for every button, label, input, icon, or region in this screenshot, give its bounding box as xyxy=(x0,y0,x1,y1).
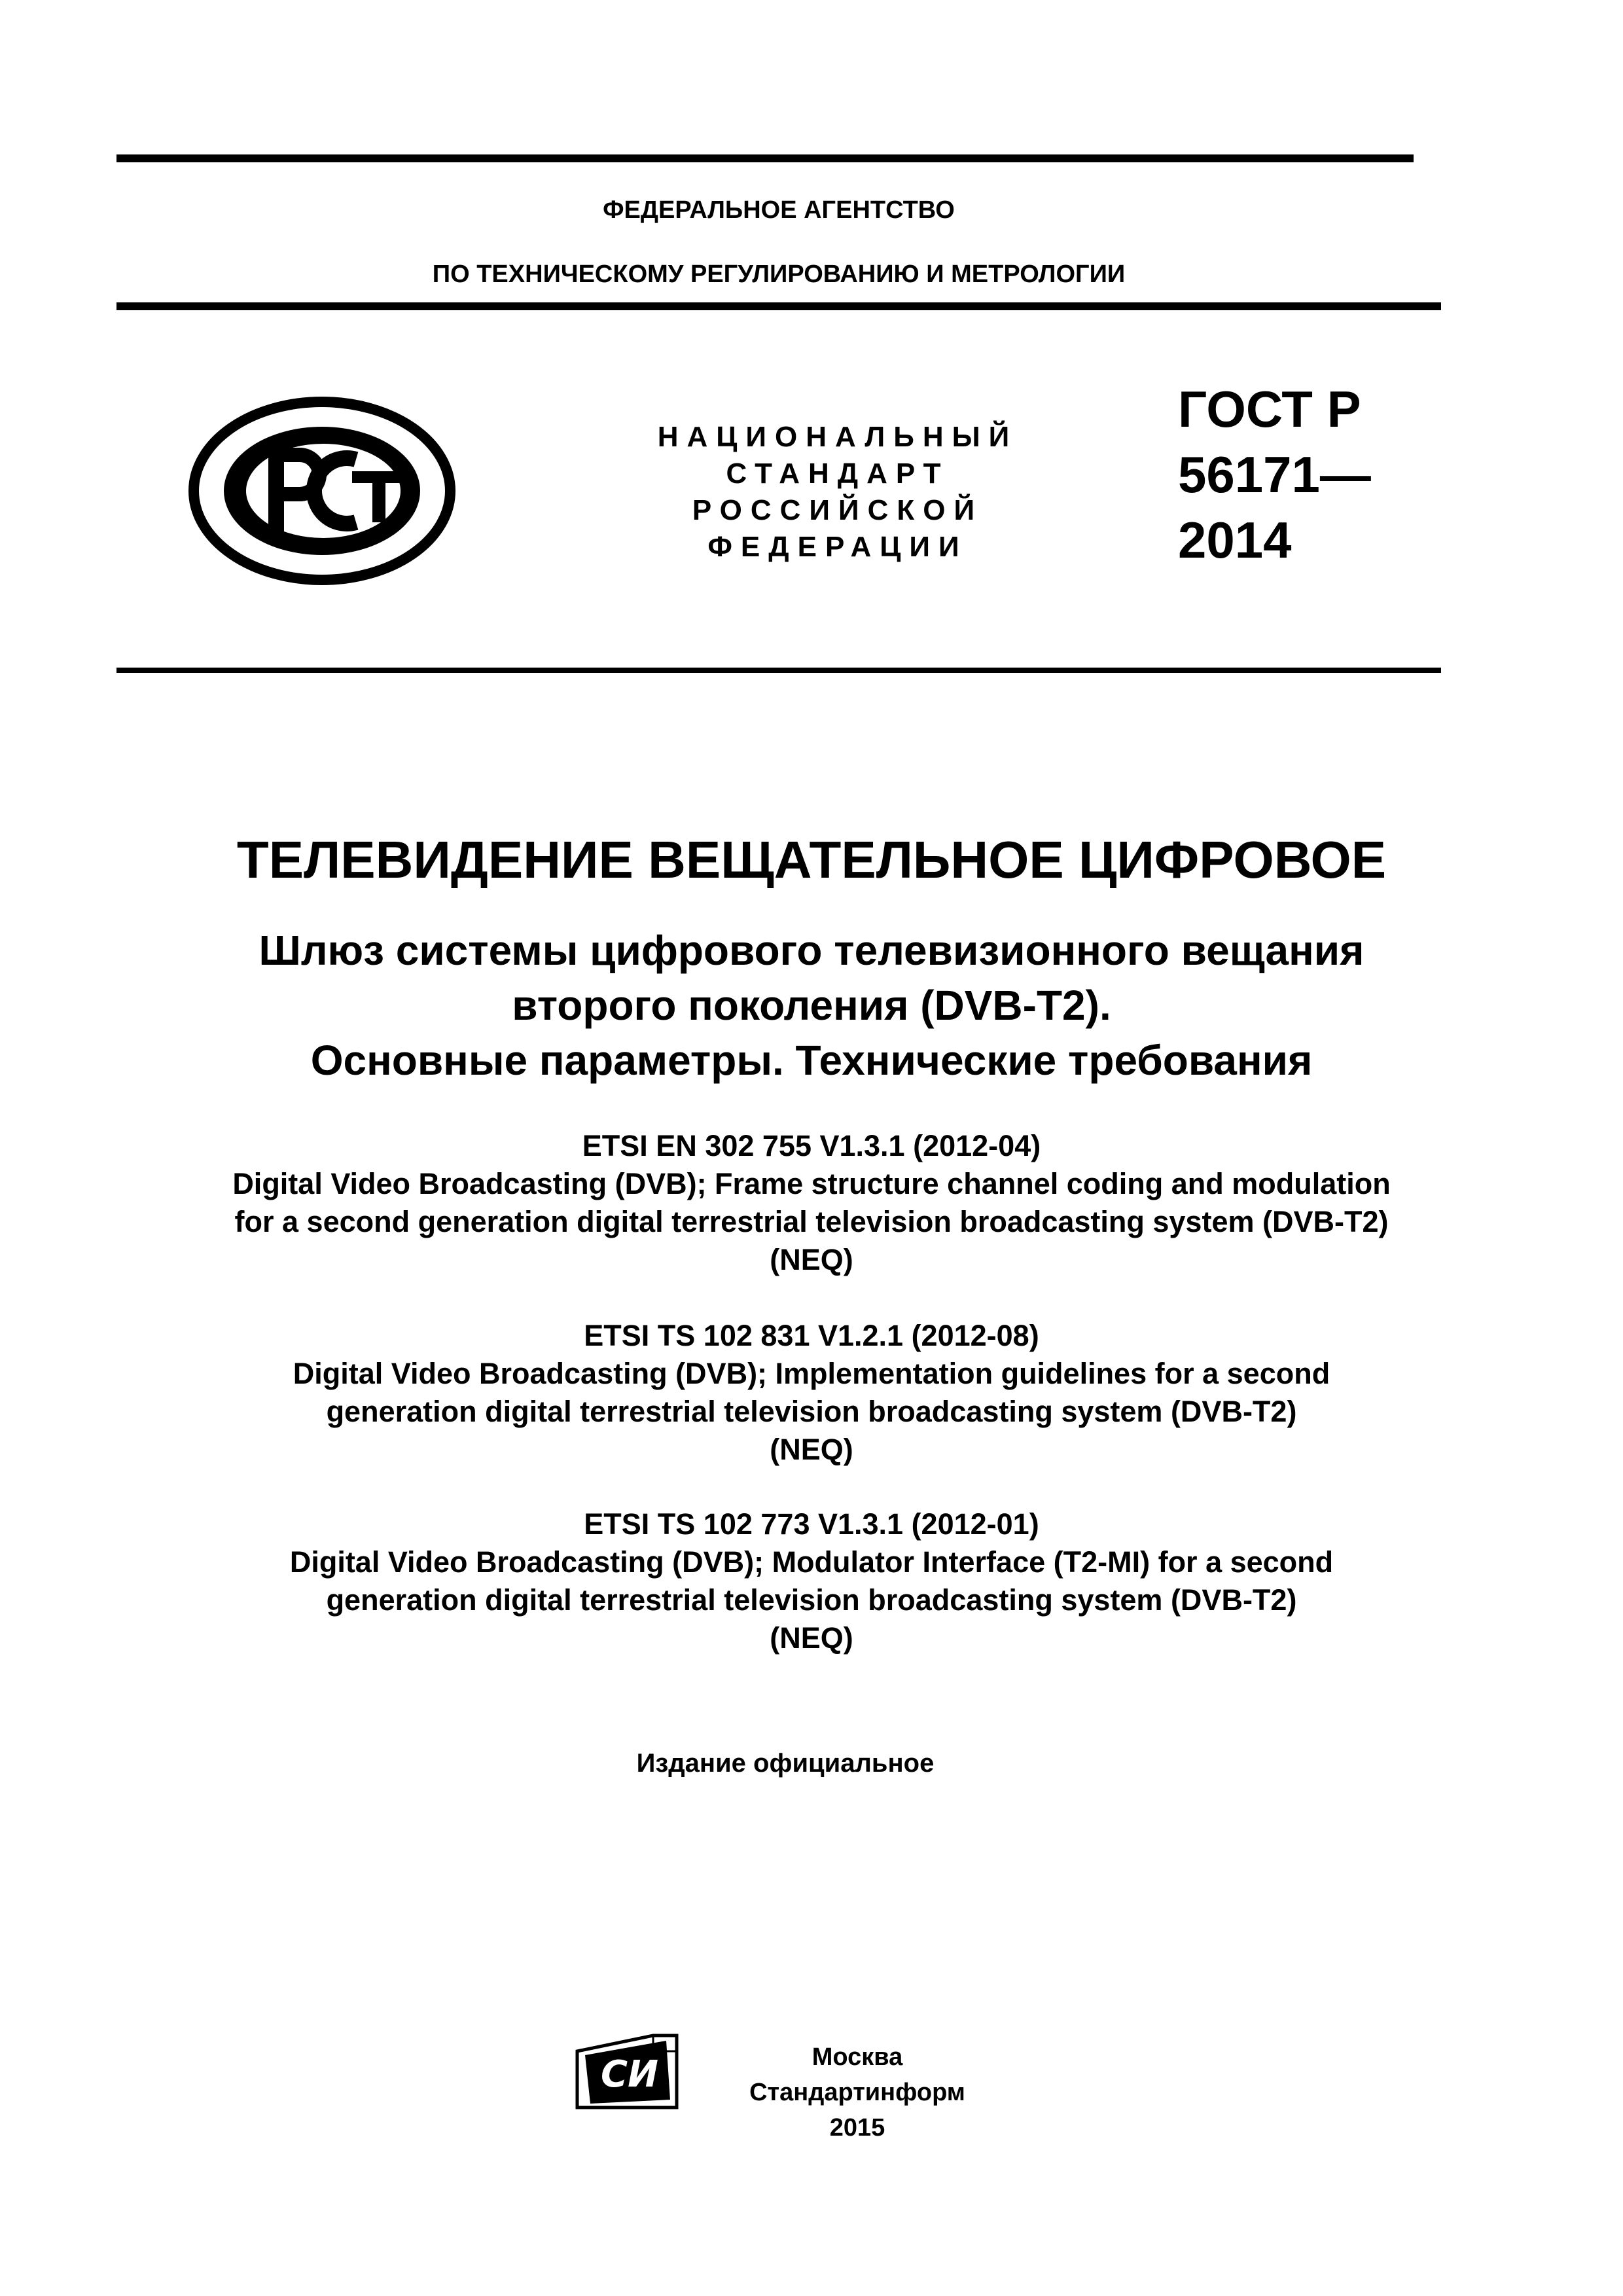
reference-line: Digital Video Broadcasting (DVB); Frame structure channel coding and modulation xyxy=(232,1167,1391,1200)
reference-3 xyxy=(79,1505,1544,1657)
publisher-name: Стандартинформ xyxy=(749,2079,965,2106)
reference-id: ETSI TS 102 831 V1.2.1 (2012-08) xyxy=(584,1319,1039,1352)
publisher-city: Москва xyxy=(812,2043,903,2071)
reference-line: for a second generation digital terrestrial television broadcasting system (DVB-T2) xyxy=(234,1205,1389,1238)
reference-note: (NEQ) xyxy=(770,1433,853,1466)
subtitle-line-3: Основные параметры. Технические требования xyxy=(310,1037,1313,1084)
national-standard-line-2: СТАНДАРТ xyxy=(726,457,950,490)
gost-line-2: 56171— xyxy=(1178,446,1371,503)
reference-line: Digital Video Broadcasting (DVB); Modulator Interface (T2-MI) for a second xyxy=(289,1545,1334,1579)
reference-id: ETSI EN 302 755 V1.3.1 (2012-04) xyxy=(582,1129,1041,1162)
subtitle-line-2: второго поколения (DVB-T2). xyxy=(512,982,1111,1029)
reference-note: (NEQ) xyxy=(770,1243,853,1276)
header-rule xyxy=(116,668,1441,673)
reference-note: (NEQ) xyxy=(770,1621,853,1655)
publisher-logo xyxy=(575,2032,679,2111)
gost-line-3: 2014 xyxy=(1178,511,1292,569)
agency-line-2: ПО ТЕХНИЧЕСКОМУ РЕГУЛИРОВАНИЮ И МЕТРОЛОГИИ xyxy=(432,260,1126,288)
agency-line-1: ФЕДЕРАЛЬНОЕ АГЕНТСТВО xyxy=(603,196,955,224)
top-rule xyxy=(116,154,1414,162)
national-standard-line-4: ФЕДЕРАЦИИ xyxy=(707,531,968,563)
publisher-logo-text: СИ xyxy=(601,2053,658,2096)
reference-line: generation digital terrestrial television broadcasting system (DVB-T2) xyxy=(326,1583,1297,1617)
national-standard-label xyxy=(628,419,1047,565)
agency-rule xyxy=(116,302,1441,310)
publisher-info xyxy=(694,2039,1021,2145)
reference-line: Digital Video Broadcasting (DVB); Implementation guidelines for a second xyxy=(293,1357,1330,1390)
national-standard-line-1: НАЦИОНАЛЬНЫЙ xyxy=(657,421,1018,453)
page-title: ТЕЛЕВИДЕНИЕ ВЕЩАТЕЛЬНОЕ ЦИФРОВОЕ xyxy=(236,831,1387,889)
national-standard-line-3: РОССИЙСКОЙ xyxy=(692,494,984,526)
gost-line-1: ГОСТ Р xyxy=(1178,380,1361,438)
reference-1 xyxy=(79,1127,1544,1279)
page-subtitle xyxy=(65,923,1558,1088)
publisher-year: 2015 xyxy=(829,2114,885,2142)
gost-number xyxy=(1178,376,1440,573)
edition-label: Издание официальное xyxy=(636,1749,935,1778)
reference-2 xyxy=(79,1317,1544,1469)
rst-gost-mark-icon xyxy=(185,393,459,589)
reference-line: generation digital terrestrial television broadcasting system (DVB-T2) xyxy=(326,1395,1297,1428)
rst-logo xyxy=(185,393,459,589)
standartinform-logo-icon xyxy=(575,2032,679,2111)
reference-id: ETSI TS 102 773 V1.3.1 (2012-01) xyxy=(584,1507,1039,1541)
subtitle-line-1: Шлюз системы цифрового телевизионного вещания xyxy=(259,927,1364,974)
